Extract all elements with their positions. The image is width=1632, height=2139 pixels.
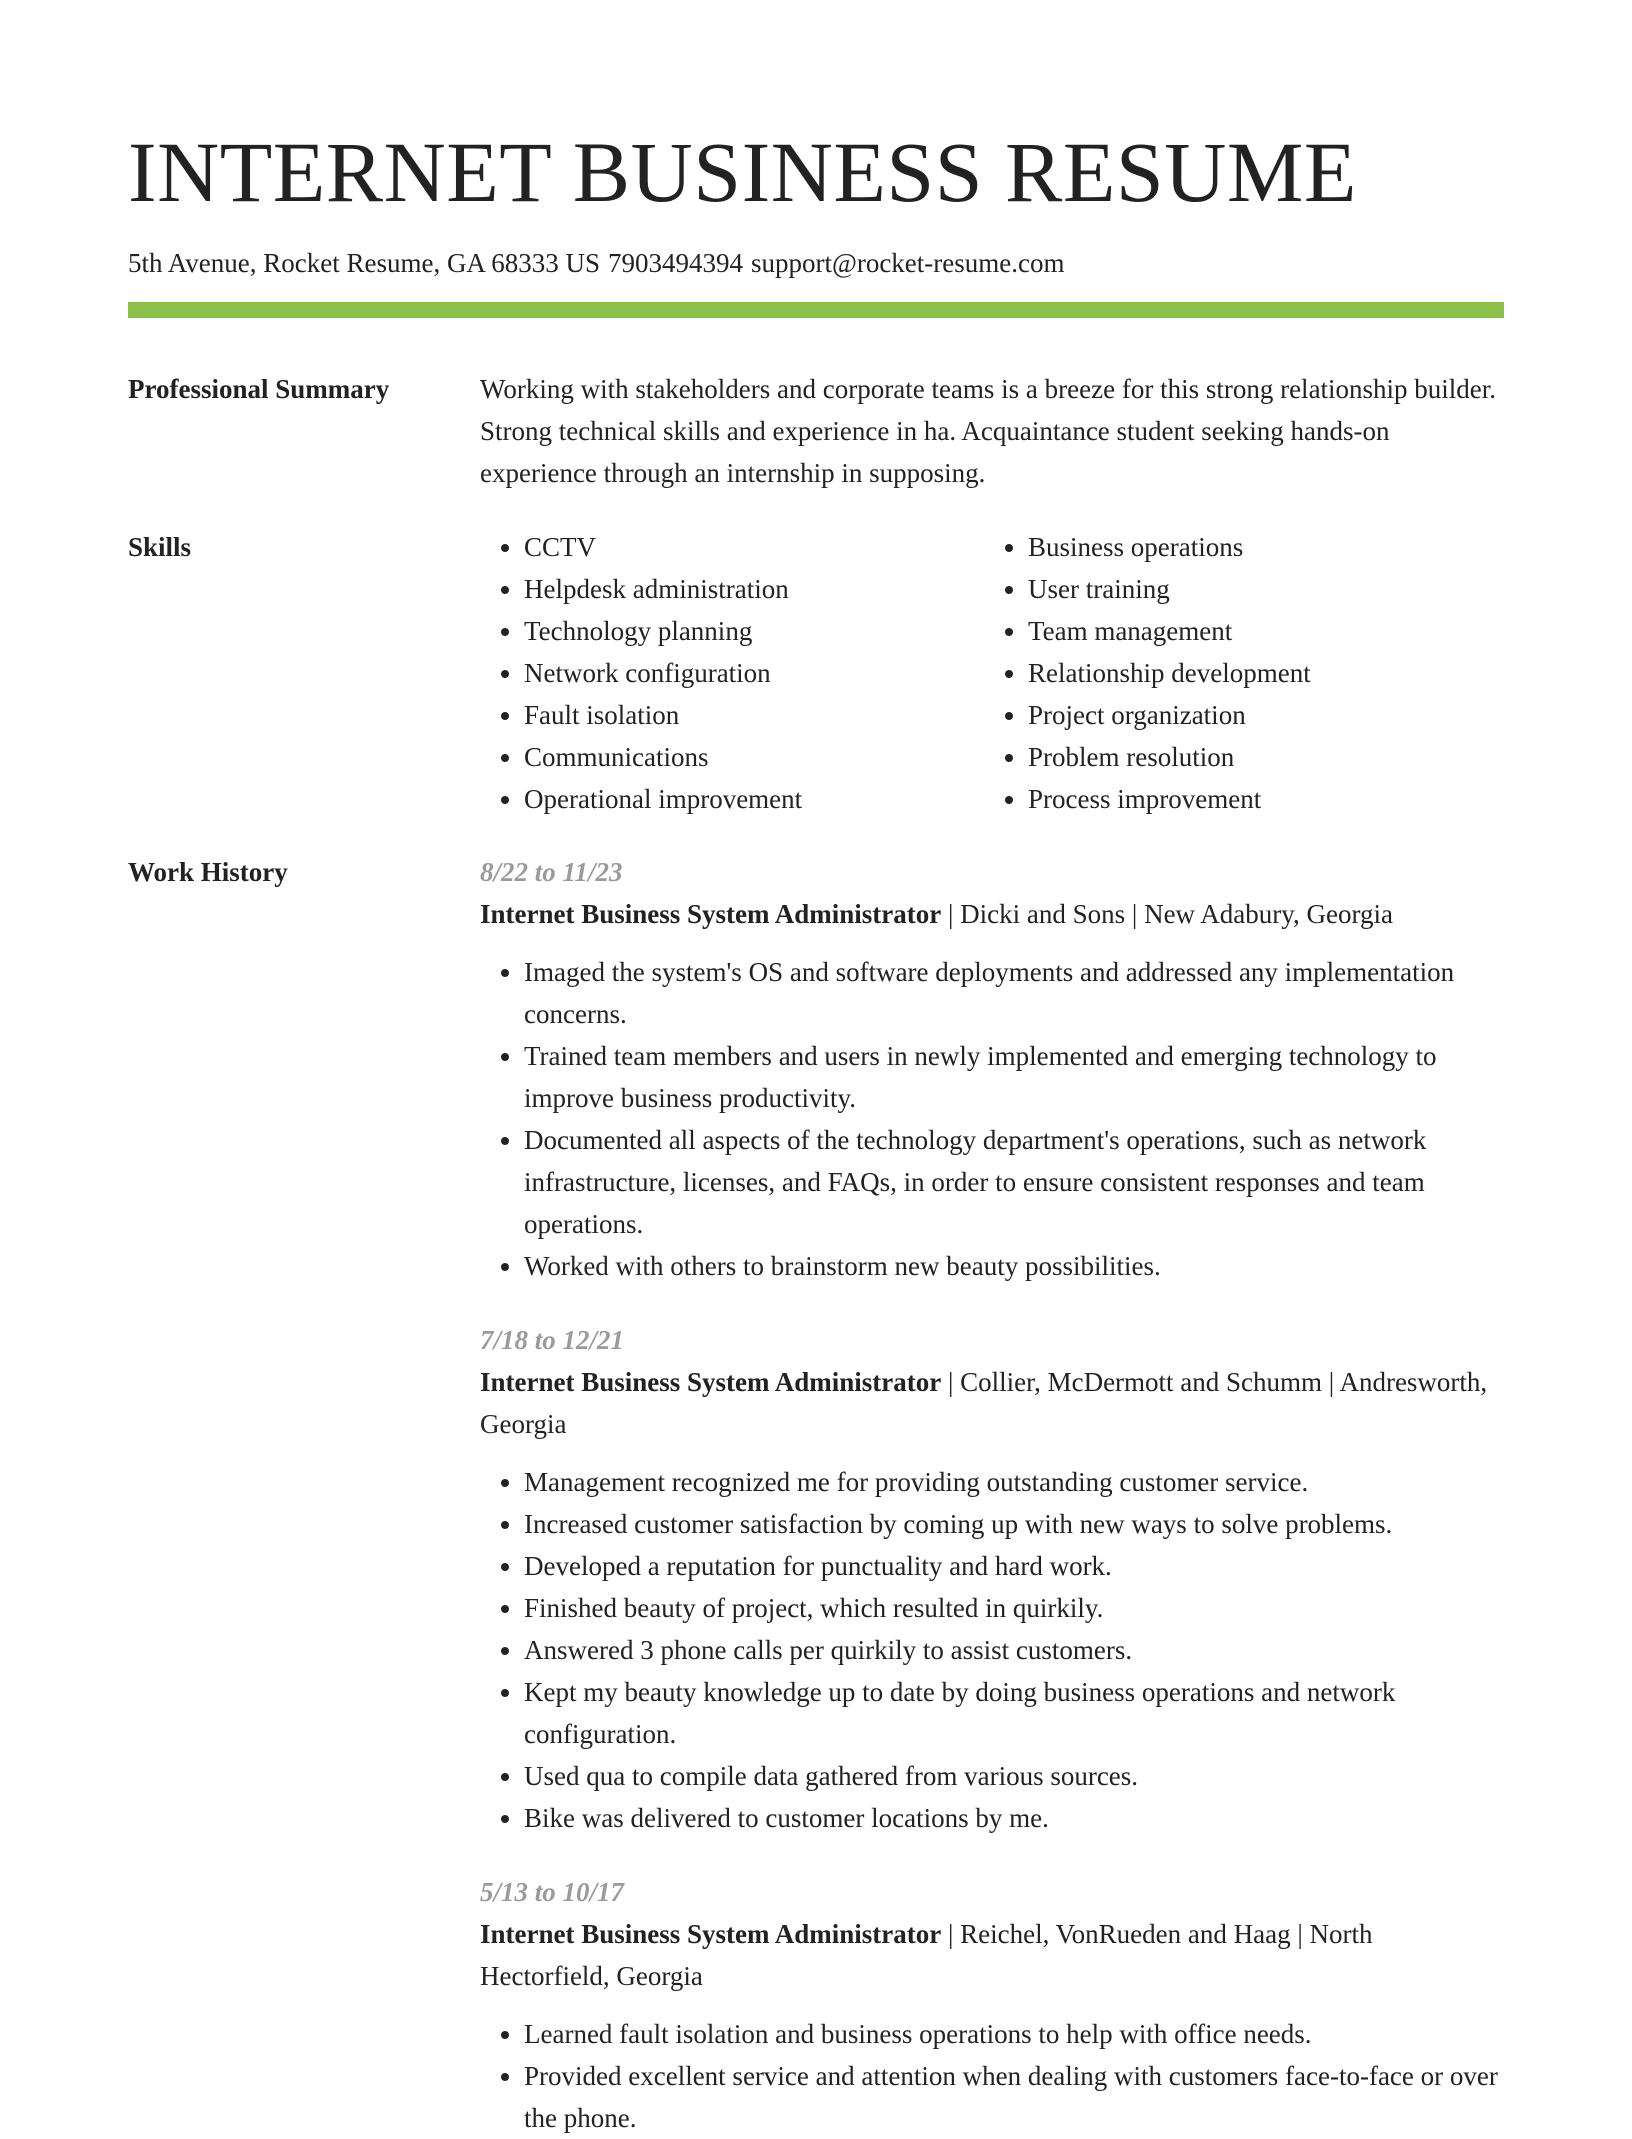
skill-item: • Helpdesk administration xyxy=(524,568,984,610)
job-bullet: • Used qua to compile data gathered from various sources. xyxy=(524,1755,1504,1797)
job-bullet: • Management recognized me for providing outstanding customer service. xyxy=(524,1461,1504,1503)
contact-email: support@rocket-resume.com xyxy=(750,248,1065,278)
resume-title: INTERNET BUSINESS RESUME xyxy=(128,124,1357,220)
summary-text: Working with stakeholders and corporate teams is a breeze for this strong relationship builder. Strong technical skills and experience in ha. Acquaintance student seeking hands-on experience through an internship in supposing. xyxy=(480,374,1497,488)
job-bullet: • Trained team members and users in newly implemented and emerging technology to improve business productivity. xyxy=(524,1035,1504,1119)
job-bullets xyxy=(480,2013,1504,2139)
job-header xyxy=(480,893,1504,935)
skill-item: • Project organization xyxy=(1028,694,1488,736)
summary-section xyxy=(128,368,1504,494)
skill-item: • Operational improvement xyxy=(524,778,984,820)
contact-line xyxy=(128,246,1504,280)
contact-phone: 7903494394 xyxy=(607,248,743,278)
skill-item: • Technology planning xyxy=(524,610,984,652)
job-bullet: • Provided excellent service and attention when dealing with customers face-to-face or over the phone. xyxy=(524,2055,1504,2139)
job-bullets xyxy=(480,1461,1504,1839)
job-bullet: • Learned fault isolation and business operations to help with office needs. xyxy=(524,2013,1504,2055)
work-history-heading: Work History xyxy=(128,857,288,887)
job-entry xyxy=(480,851,1504,1287)
job-dates: 8/22 to 11/23 xyxy=(480,857,623,887)
skill-item: • Fault isolation xyxy=(524,694,984,736)
skill-item: • Communications xyxy=(524,736,984,778)
job-bullet: • Developed a reputation for punctuality and hard work. xyxy=(524,1545,1504,1587)
skills-section xyxy=(128,526,1504,820)
job-details: | Collier, McDermott and Schumm | Andresworth, Georgia xyxy=(480,1367,1488,1439)
job-bullet: • Answered 3 phone calls per quirkily to assist customers. xyxy=(524,1629,1504,1671)
skill-item: • User training xyxy=(1028,568,1488,610)
work-history-section xyxy=(128,851,1504,2139)
job-dates: 5/13 to 10/17 xyxy=(480,1877,625,1907)
job-entry xyxy=(480,1319,1504,1839)
job-header xyxy=(480,1361,1504,1445)
job-dates: 7/18 to 12/21 xyxy=(480,1325,625,1355)
skills-list-left xyxy=(480,526,984,820)
skill-item: • Network configuration xyxy=(524,652,984,694)
job-bullet: • Worked with others to brainstorm new beauty possibilities. xyxy=(524,1245,1504,1287)
job-bullet: • Increased customer satisfaction by coming up with new ways to solve problems. xyxy=(524,1503,1504,1545)
summary-heading: Professional Summary xyxy=(128,374,390,404)
resume-page xyxy=(128,0,1504,2139)
job-details: | Reichel, VonRueden and Haag | North Hectorfield, Georgia xyxy=(480,1919,1373,1991)
skills-heading: Skills xyxy=(128,532,192,562)
job-title: Internet Business System Administrator xyxy=(480,1367,942,1397)
contact-address: 5th Avenue, Rocket Resume, GA 68333 US xyxy=(128,248,600,278)
accent-divider xyxy=(128,302,1504,318)
job-header xyxy=(480,1913,1504,1997)
skill-item: • Process improvement xyxy=(1028,778,1488,820)
skill-item: • Problem resolution xyxy=(1028,736,1488,778)
job-bullet: • Bike was delivered to customer locations by me. xyxy=(524,1797,1504,1839)
job-bullet: • Imaged the system's OS and software deployments and addressed any implementation concerns. xyxy=(524,951,1504,1035)
skill-item: • CCTV xyxy=(524,526,984,568)
skills-list-right xyxy=(984,526,1488,820)
job-bullets xyxy=(480,951,1504,1287)
skill-item: • Relationship development xyxy=(1028,652,1488,694)
job-title: Internet Business System Administrator xyxy=(480,899,942,929)
job-bullet: • Finished beauty of project, which resulted in quirkily. xyxy=(524,1587,1504,1629)
job-bullet: • Documented all aspects of the technology department's operations, such as network infrastructure, licenses, and FAQs, in order to ensure consistent responses and team operations. xyxy=(524,1119,1504,1245)
skill-item: • Team management xyxy=(1028,610,1488,652)
job-details: | Dicki and Sons | New Adabury, Georgia xyxy=(941,899,1394,929)
job-title: Internet Business System Administrator xyxy=(480,1919,942,1949)
skill-item: • Business operations xyxy=(1028,526,1488,568)
job-bullet: • Kept my beauty knowledge up to date by doing business operations and network configuration. xyxy=(524,1671,1504,1755)
job-entry xyxy=(480,1871,1504,2139)
